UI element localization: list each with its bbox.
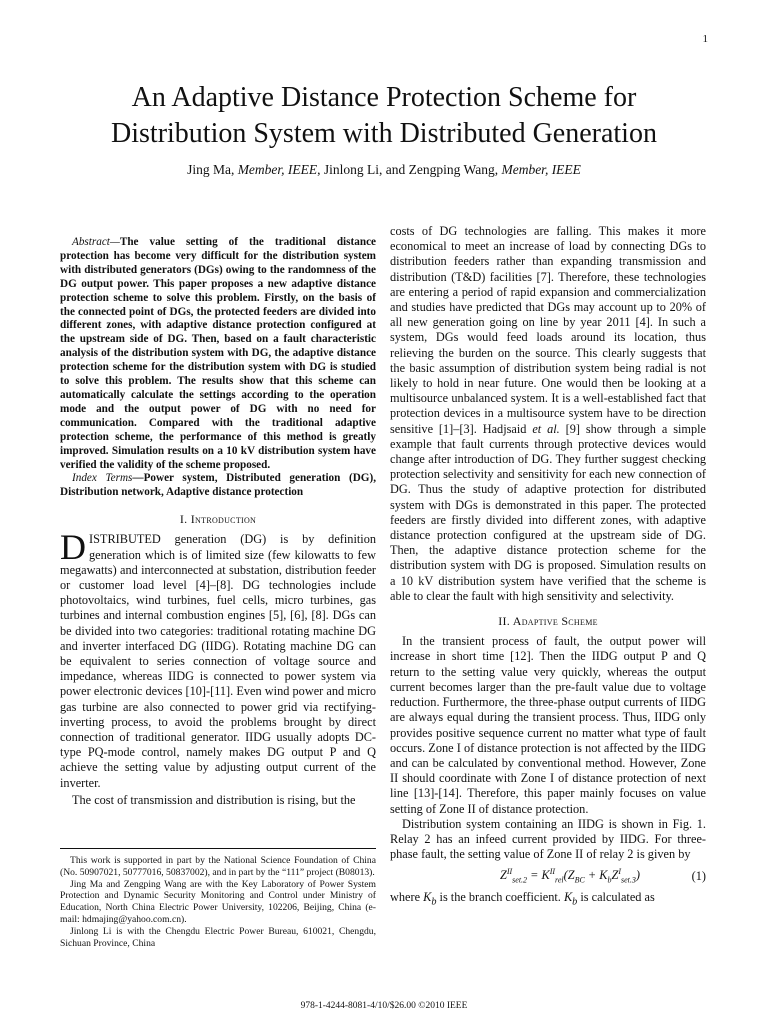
abstract-dash: —	[109, 236, 120, 248]
member-ieee-label: Member, IEEE	[237, 162, 318, 177]
copyright-footer: 978-1-4244-8081-4/10/$26.00 ©2010 IEEE	[300, 1001, 468, 1011]
intro-paragraph-2: The cost of transmission and distribution is rising, but the	[72, 792, 356, 807]
section-2-paragraph-3: where $K_b$ is the branch coefficient. $K_b$ is calculated as	[390, 890, 655, 908]
intro-paragraph-1	[60, 527, 376, 790]
index-terms-text: —Power system, Distributed generation (DG), Distribution network, Adaptive distance protection	[60, 472, 376, 499]
intro-cont-text-b: [9] show through a simple example that fault currents through protective devices would change after introduction of DG. They further suggest checking protection selectivity and sensitivity for each new connection of DG. Thus the study of adaptive protection for distributed system with DGs is demonstrated in this paper. The protected feeders are firstly divided into different zones, with adaptive distance protection configured at the upstream side of DG. Then, the adaptive distance protection scheme for the distribution system with DG is proposed. Simulation results on a 10 kV distribution system have verified that the scheme is able to clear the fault with high sensitivity and selectivity.	[390, 421, 706, 603]
right-column	[390, 224, 706, 910]
title-line-2: Distribution System with Distributed Generation	[111, 118, 657, 149]
equation-1-number: (1)	[691, 868, 706, 883]
section-1-heading: I. Introduction	[179, 512, 257, 527]
dropcap-letter: D	[60, 527, 86, 568]
abstract-text: The value setting of the traditional distance protection has become very difficult for the distribution system with distributed generators (DGs) owing to the randomness of the DG output power. This paper proposes a new adaptive distance protection scheme to solve this problem. Firstly, on the basis of the connected point of DGs, the protected feeders are divided into different zones, with adaptive distance protection configured at the upstream side of DG. Then, based on a fault characteristic analysis of the distribution system with DG, the adaptive distance protection scheme for the distribution system with DG is studied to solve this problem. The results show that this scheme can automatically calculate the settings according to the operation mode and the output power of DG with no need for communication. Compared with the traditional adaptive protection scheme, the performance of this method is greatly improved. Simulation results on a 10 kV distribution system have verified the validity of the scheme proposed.	[60, 236, 376, 471]
index-terms	[60, 472, 376, 500]
abstract	[60, 236, 376, 472]
intro-paragraph-1-text: generation (DG) is by definition generation which is of limited size (few kilowatts to few megawatts) and interconnected at substation, distribution feeder or customer load level [4]–[8]. DG technologies include photovoltaics, wind turbines, fuel cells, micro turbines, gas turbines and internal combustion engines [5], [6], [8]. DGs can be divided into two categories: traditional rotating machine DG and inverter interfaced DG (IIDG). Rotating machine DG can be equivalent to series connection of voltage source and impedance, whereas IIDG is connected to power system via power electronic devices [10]-[11]. Even wind power and micro gas turbine are also connected to power grid via rectifying-inverting process, to avoid the problems brought by direct connection of traditional generator. IIDG usually adopts DC-type PQ-mode control, namely makes DG output P and Q achieve the setting value by adjusting output current of the inverter.	[60, 532, 376, 790]
equation-1	[390, 864, 706, 888]
footnote-affiliation-1: Jing Ma and Zengping Wang are with the Key Laboratory of Power System Protection and Dynamic Security Monitoring and Control under Ministry of Education, North China Electric Power University, 102206, Beijing, China (e-mail: hdmajing@yahoo.com.cn).	[60, 878, 376, 925]
section-2-heading: II. Adaptive Scheme	[498, 614, 598, 629]
abstract-lead: Abstract	[72, 236, 110, 248]
intro-paragraph-2-continued	[390, 224, 706, 604]
paper-title	[0, 80, 768, 152]
page-number: 1	[702, 33, 708, 45]
footnote-funding: This work is supported in part by the National Science Foundation of China (No. 50907021, 50777016, 50837002), and in part by the “111” project (B08013).	[60, 855, 376, 878]
section-2-paragraph-1: In the transient process of fault, the output power will increase in short time [12]. Then the IIDG output P and Q return to the setting value very quickly, whereas the output current becomes larger than the pre-fault value due to voltage reduction. Furthermore, the three-phase output currents of IIDG are always equal during the transient process. Thus, IIDG only provides positive sequence current no matter what type of fault occurs. Zone I of distance protection is not affected by the IIDG and can be calculated by conventional method. However, Zone II should coordinate with Zone I of distance protection of next line [13]-[14]. Therefore, this paper mainly focuses on value setting of Zone II of distance protection.	[390, 634, 706, 816]
left-column	[60, 236, 376, 808]
authors-line: Jing Ma, Member, IEEE, Jinlong Li, and Zengping Wang, Member, IEEE	[187, 162, 581, 177]
intro-cont-text-a: costs of DG technologies are falling. This makes it more economical to meet an increase of load by connecting DGs to distribution feeders rather than expanding transmission and distribution (T&D) facilities [7]. Therefore, these technologies are entering a period of rapid expansion and commercialization and studies have predicted that DGs may account up to 20% of all new generation going on line by year 2011 [4]. In such a system, DGs would feed loads around its location, thus relieving the burden on the source. This clearly suggests that the basic assumption of distribution system being radial is not likely to hold in near future. One would then be looking at a multisource unbalanced system. It is a well-established fact that protection devices in a multisource system have to be direction sensitive [1]–[3]. Hadjsaid	[390, 224, 706, 436]
section-2-paragraph-2: Distribution system containing an IIDG is shown in Fig. 1. Relay 2 has an infeed current provided by IIDG. For three-phase fault, the setting value of Zone II of relay 2 is given by	[390, 816, 706, 862]
et-al: et al.	[532, 421, 560, 436]
title-line-1: An Adaptive Distance Protection Scheme for	[131, 82, 637, 113]
index-terms-lead: Index Terms	[72, 472, 133, 485]
intro-first-word: ISTRIBUTED	[89, 532, 161, 547]
footnotes	[60, 848, 376, 949]
footnote-affiliation-2: Jinlong Li is with the Chengdu Electric Power Bureau, 610021, Chengdu, Sichuan Province, China	[60, 925, 376, 949]
authors	[0, 162, 768, 178]
member-ieee-label: Member, IEEE	[501, 162, 581, 177]
equation-1-expression: $Z^{II}_{set.2} = K^{II}_{rel}(Z_{BC} + K_bZ^I_{set.3})$	[500, 867, 640, 885]
